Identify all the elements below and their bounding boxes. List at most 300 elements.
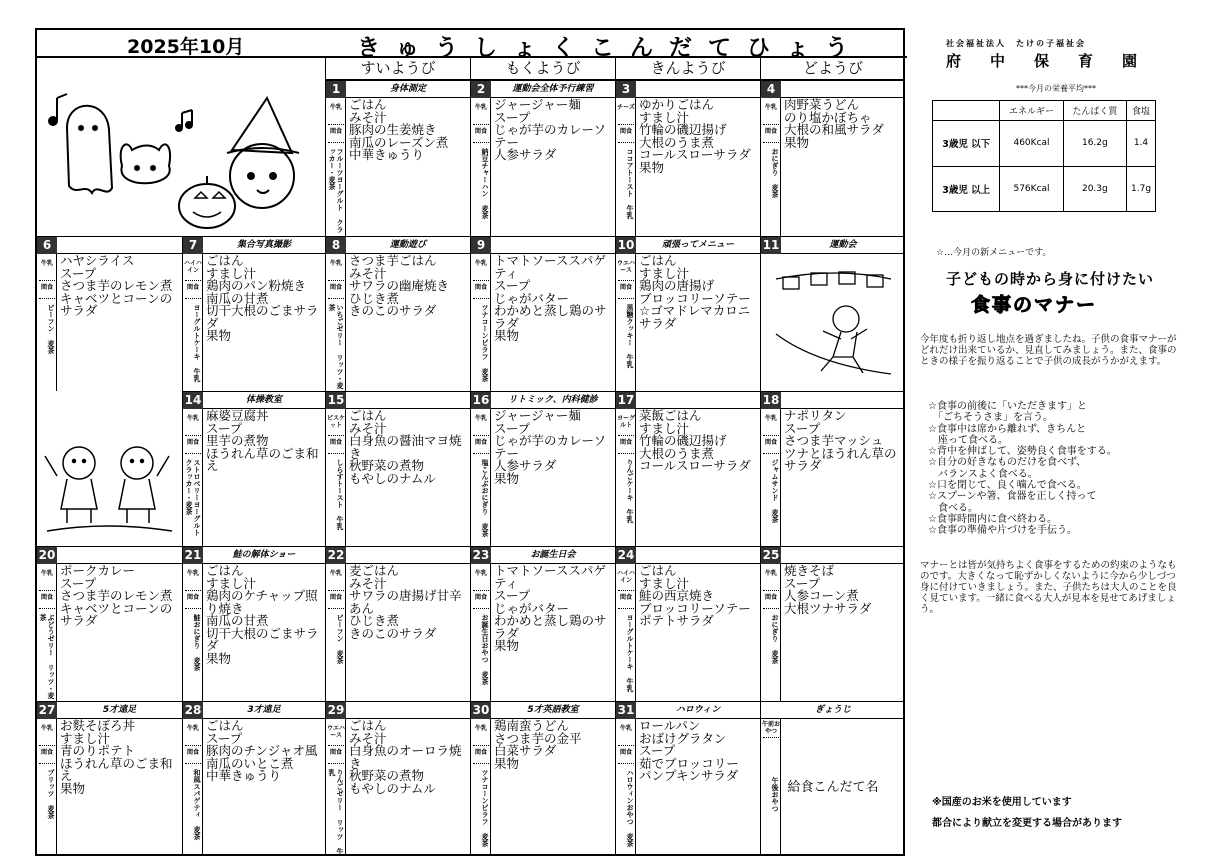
menu-item: 白菜サラダ [494, 743, 557, 758]
afternoon-snack: 塩こんぶおにぎり 麦茶 [481, 459, 489, 537]
menu-list [784, 99, 903, 149]
day-number: 29 [327, 703, 345, 717]
afternoon-snack: ビーフン 麦茶 [336, 614, 344, 664]
day-cell [615, 236, 760, 391]
day-number: 23 [472, 548, 490, 562]
snack-label: 間食 [764, 128, 777, 135]
menu-list [60, 720, 180, 795]
menu-name-caption: 給食こんだて名 [787, 780, 879, 795]
menu-list [206, 720, 323, 783]
menu-item: さつま芋のレモン煮 [60, 588, 173, 603]
weekday-sat: どようび [760, 58, 905, 80]
menu-item: ジャージャー麺 [494, 408, 581, 423]
rule-line: ☆自分の好きなものだけを食べず、 [928, 457, 1087, 469]
menu-item: きのこのサラダ [349, 303, 437, 318]
menu-list [784, 565, 903, 615]
afternoon-snack: フルーツヨーグルト クラッカー・麦茶 [328, 148, 344, 233]
nutrition-head: エネルギー [1000, 101, 1063, 121]
weekday-fri: きんようび [615, 58, 760, 80]
morning-snack-label: 牛乳 [40, 725, 53, 732]
morning-snack-label: 牛乳 [40, 260, 53, 267]
menu-item: 秋野菜の煮物 [349, 458, 425, 473]
day-number: 14 [184, 393, 202, 407]
afternoon-snack: お誕生日おやつ 麦茶 [481, 614, 489, 685]
menu-item: コールスローサラダ [639, 147, 751, 162]
day-cell [325, 236, 470, 391]
day-number: 22 [327, 548, 345, 562]
snack-column [183, 409, 203, 546]
menu-item: スープ [639, 743, 676, 758]
day-number: 27 [38, 703, 56, 717]
afternoon-snack: 納豆チャーハン 麦茶 [481, 148, 489, 219]
menu-item: ほうれん草のごま和え [60, 755, 173, 783]
menu-list [639, 99, 758, 174]
snack-label: 間食 [619, 284, 632, 291]
menu-item: 南瓜のレーズン煮 [349, 134, 449, 150]
menu-item: みそ汁 [349, 420, 387, 436]
event-label [781, 392, 905, 409]
menu-item: 果物 [206, 328, 232, 343]
event-label: 鮭の解体ショー [203, 547, 325, 564]
menu-item: 切干大根のごまサラダ [206, 303, 319, 331]
menu-item: 鶏肉の唐揚げ [639, 278, 715, 293]
menu-list [494, 255, 613, 343]
afternoon-snack: しらすトースト 牛乳 [336, 459, 344, 530]
menu-item: パンプキンサラダ [639, 768, 739, 783]
menu-item: 大根の和風サラダ [784, 122, 884, 137]
menu-item: ひじき煮 [349, 613, 400, 628]
afternoon-snack: プリッツ 麦茶 [47, 769, 55, 819]
snack-column [326, 98, 346, 236]
afternoon-snack: ヨーグルトケーキ 牛乳 [626, 614, 634, 692]
menu-item: 鶏肉のケチャップ照り焼き [206, 588, 318, 616]
menu-item: 南瓜の甘煮 [206, 613, 269, 628]
day-number: 1 [326, 81, 346, 98]
day-number: 10 [617, 238, 635, 252]
menu-item: すまし汁 [639, 109, 690, 125]
day-number: 20 [38, 548, 56, 562]
menu-item: さつま芋のレモン煮 [60, 278, 173, 293]
menu-item: ごはん [639, 563, 677, 578]
afternoon-snack: りんごケーキ 牛乳 [626, 459, 634, 523]
menu-item: 秋野菜の煮物 [349, 768, 425, 783]
menu-item: 茹でブロッコリー [639, 755, 739, 771]
menu-item: すまし汁 [206, 265, 257, 281]
menu-item: 果物 [60, 780, 86, 796]
snack-column [761, 409, 781, 546]
menu-item: すまし汁 [639, 575, 690, 591]
manner-title: 食事のマナー [971, 294, 1098, 316]
manner-subtitle: 子どもの時から身に付けたい [946, 270, 1155, 288]
afternoon-snack: ツナコーンピラフ 麦茶 [481, 304, 489, 382]
menu-item: サワラの幽庵焼き [349, 278, 450, 293]
menu-item: ブロッコリーソテー [639, 290, 751, 306]
day-number: 17 [617, 393, 635, 407]
month-title: 2025年10月 [127, 36, 245, 58]
menu-item: スープ [494, 109, 531, 125]
snack-label: 間食 [329, 439, 342, 446]
day-cell [470, 236, 615, 391]
afternoon-snack: 鮭おにぎり 麦茶 [193, 614, 201, 671]
snack-column [616, 254, 636, 391]
day-number: 6 [37, 237, 57, 254]
menu-item: 切干大根のごまサラダ [206, 625, 319, 653]
snack-label: 間食 [329, 128, 342, 135]
menu-item: ☆ゴマドレマカロニサラダ [639, 303, 751, 331]
day-number: 2 [471, 81, 491, 98]
snack-column [183, 719, 203, 856]
afternoon-snack: ビーフン 麦茶 [47, 304, 55, 354]
snack-column [471, 254, 491, 391]
snack-column [326, 719, 346, 856]
day-cell [760, 391, 905, 546]
organization-name: 社会福祉法人 たけの子福祉会 [946, 39, 1086, 48]
menu-item: 大根ツナサラダ [784, 600, 872, 616]
menu-list [206, 410, 323, 473]
menu-item: 豚肉のチンジャオ風 [206, 743, 318, 758]
menu-item: スープ [206, 730, 243, 746]
snack-column [616, 98, 636, 236]
menu-item: 鶏南蛮うどん [494, 718, 570, 733]
menu-item: 果物 [639, 159, 665, 175]
event-label: ハロウィン [636, 702, 760, 719]
snack-label: 間食 [619, 439, 632, 446]
menu-list [60, 255, 180, 318]
menu-item: スープ [206, 420, 243, 436]
rice-note: ※国産のお米を使用しています [932, 797, 1072, 808]
menu-item: 肉野菜うどん [784, 97, 860, 112]
menu-item: じゃがバター [494, 290, 570, 306]
snack-label: 間食 [474, 439, 487, 446]
day-number: 9 [471, 237, 491, 254]
day-number: 8 [326, 237, 346, 254]
afternoon-snack: 和風スパゲティ 麦茶 [193, 769, 201, 840]
event-label: 3才遠足 [203, 702, 325, 719]
menu-item: ロールパン [639, 718, 701, 733]
menu-item: 果物 [784, 134, 810, 150]
snack-column [326, 254, 346, 391]
event-label [636, 547, 760, 564]
day-cell [615, 391, 760, 546]
afternoon-snack: ジャムサンド 麦茶 [771, 459, 779, 523]
menu-item: みそ汁 [349, 109, 387, 125]
noon-snack-label: 午前おやつ [761, 721, 780, 735]
menu-item: じゃがバター [494, 600, 570, 616]
nutrition-cell: 460Kcal [1000, 121, 1063, 167]
menu-item: 焼きそば [784, 563, 835, 578]
menu-list [784, 410, 903, 473]
day-cell [760, 236, 905, 391]
snack-label: 間食 [474, 749, 487, 756]
menu-item: 人参サラダ [494, 147, 557, 162]
day-number: 18 [762, 393, 780, 407]
menu-item: トマトソーススパゲティ [494, 253, 606, 281]
menu-item: 中華きゅうり [206, 768, 282, 783]
snack-label: 間食 [619, 128, 632, 135]
menu-item: きのこのサラダ [349, 625, 437, 641]
snack-label: 間食 [619, 749, 632, 756]
rule-line: 「ごちそうさま」を言う。 [928, 412, 1053, 424]
menu-list [349, 99, 468, 162]
menu-list [349, 565, 468, 640]
snack-column [37, 719, 57, 856]
snack-column [183, 254, 203, 391]
morning-snack-label: ヨーグルト [616, 415, 635, 429]
day-cell [325, 546, 470, 701]
day-number: 30 [472, 703, 490, 717]
snack-label: 間食 [474, 284, 487, 291]
menu-item: 南瓜の甘煮 [206, 290, 269, 306]
nutrition-average-title: ***今月の栄養平均*** [1016, 84, 1096, 93]
manner-rules [928, 401, 1178, 537]
menu-item: ポークカレー [60, 563, 136, 578]
menu-list [494, 720, 613, 770]
menu-item: スープ [60, 575, 97, 591]
snack-column [471, 409, 491, 546]
info-panel [906, 28, 1206, 856]
snack-column [37, 564, 57, 701]
event-label: 5才遠足 [57, 702, 182, 719]
day-number: 4 [761, 81, 781, 98]
day-cell [325, 701, 470, 856]
snack-label: 間食 [186, 284, 199, 291]
snack-label: 間食 [186, 594, 199, 601]
menu-list [639, 565, 758, 628]
menu-item: のり塩かぼちゃ [784, 109, 872, 125]
menu-item: さつま芋マッシュ [784, 433, 884, 448]
morning-snack-label: ハイハイン [617, 570, 635, 584]
new-menu-note: ☆…今月の新メニューです。 [936, 248, 1052, 258]
menu-item: すまし汁 [60, 730, 111, 746]
day-cell [37, 236, 182, 391]
weekday-wed: すいようび [325, 58, 470, 80]
menu-item: ごはん [639, 253, 677, 268]
day-cell [615, 701, 760, 856]
menu-item: 麦ごはん [349, 563, 400, 578]
morning-snack-label: 牛乳 [186, 570, 199, 577]
weekday-thu: もくようび [470, 58, 615, 80]
snack-column [761, 564, 781, 701]
nutrition-head: 食塩 [1127, 101, 1156, 121]
menu-list [494, 410, 613, 485]
morning-snack-label: 牛乳 [474, 104, 487, 111]
day-cell [37, 546, 182, 701]
menu-list [639, 720, 758, 783]
morning-snack-label: 牛乳 [40, 570, 53, 577]
snack-label: 間食 [764, 439, 777, 446]
menu-item: キャベツとコーンのサラダ [60, 600, 173, 628]
event-label: リトミック、内科健診 [491, 392, 615, 409]
rule-line: 座って食べる。 [928, 434, 1008, 446]
morning-snack-label: 牛乳 [329, 260, 342, 267]
snack-column [183, 564, 203, 701]
event-label [57, 237, 182, 254]
menu-item: 大根のうま煮 [639, 445, 715, 461]
menu-item: ごはん [349, 718, 387, 733]
rule-line: 食べる。 [928, 502, 978, 514]
day-number: 25 [762, 548, 780, 562]
snack-label: 間食 [329, 749, 342, 756]
kids-illustration [37, 391, 182, 546]
morning-snack-label: 牛乳 [764, 570, 777, 577]
day-cell [470, 546, 615, 701]
morning-snack-label: ウエハース [326, 725, 345, 739]
snack-column [326, 564, 346, 701]
menu-item: ブロッコリーソテー [639, 600, 751, 616]
day-cell [760, 546, 905, 701]
day-cell [325, 80, 470, 236]
menu-list [639, 255, 758, 330]
menu-item: おばけグラタン [639, 730, 727, 746]
day-cell [182, 701, 325, 856]
menu-item: ごはん [206, 563, 244, 578]
day-number: 21 [184, 548, 202, 562]
afternoon-snack: おにぎり 麦茶 [771, 148, 779, 198]
menu-item: すまし汁 [639, 265, 690, 281]
morning-snack-label: 牛乳 [764, 104, 777, 111]
morning-snack-label: 牛乳 [186, 415, 199, 422]
rule-line: ☆スプーンや箸、食器を正しく持って [928, 491, 1097, 503]
event-label: 身体測定 [346, 81, 470, 98]
day-cell [615, 546, 760, 701]
calendar-title: きゅうしょくこんだてひょう [357, 35, 864, 61]
snack-label: 間食 [764, 594, 777, 601]
menu-item: 果物 [494, 328, 520, 343]
snack-label: 間食 [329, 594, 342, 601]
menu-item: 菜飯ごはん [639, 408, 702, 423]
day-cell [760, 80, 905, 236]
event-label [346, 392, 470, 409]
day-cell [615, 80, 760, 236]
afternoon-snack: おにぎり 麦茶 [771, 614, 779, 664]
menu-item: 人参サラダ [494, 458, 557, 473]
afternoon-snack: ヨーグルトケーキ 牛乳 [193, 304, 201, 382]
menu-list [349, 720, 468, 795]
menu-item: ひじき煮 [349, 290, 400, 306]
nutrition-cell: 1.4 [1127, 121, 1156, 167]
rule-line: ☆食事中は席から離れず、きちんと [928, 423, 1087, 435]
snack-label: 間食 [40, 749, 53, 756]
menu-item: ごはん [206, 253, 244, 268]
day-number: 28 [184, 703, 202, 717]
menu-item: 竹輪の磯辺揚げ [639, 433, 727, 448]
afternoon-snack: ハロウィンおやつ 麦茶 [626, 769, 634, 847]
morning-snack-label: 牛乳 [474, 570, 487, 577]
menu-item: スープ [494, 588, 531, 603]
intro-paragraph: 今年度も折り返し地点を過ぎましたね。子供の食事マナーがどれだけ出来ているか、見直してみましょう。また、食事のときの様子を振り返ることで子供の成長がうかがえます。 [920, 334, 1177, 367]
snack-label: 間食 [40, 284, 53, 291]
event-label: 体操教室 [203, 392, 325, 409]
menu-item: じゃが芋のカレーソテー [494, 433, 607, 461]
menu-item: ポテトサラダ [639, 613, 714, 628]
day-cell [182, 236, 325, 391]
day-number: 3 [616, 81, 636, 98]
day-cell [470, 391, 615, 546]
event-label [346, 547, 470, 564]
menu-item: 中華きゅうり [349, 147, 425, 162]
halloween-illustration [37, 58, 325, 236]
menu-item: ツナとほうれん草のサラダ [784, 445, 897, 473]
menu-item: 白身魚のオーロラ焼き [349, 743, 462, 771]
menu-list [639, 410, 758, 473]
event-label: お誕生日会 [491, 547, 615, 564]
menu-item: みそ汁 [349, 730, 387, 746]
morning-snack-label: ウエハース [616, 260, 635, 274]
nutrition-cell: 16.2g [1063, 121, 1126, 167]
snack-label: 間食 [186, 439, 199, 446]
afternoon-snack: りんごゼリー リッツ 牛乳 [328, 769, 344, 855]
menu-list [206, 565, 323, 665]
menu-item: すまし汁 [206, 575, 257, 591]
menu-item: ごはん [206, 718, 244, 733]
event-label [781, 547, 905, 564]
day-number: 7 [183, 237, 203, 254]
morning-snack-label: 牛乳 [474, 725, 487, 732]
menu-item: わかめと蒸し鶏のサラダ [494, 613, 607, 641]
menu-item: もやしのナムル [349, 780, 436, 796]
rule-line: ☆背中を伸ばして、姿勢良く食事をする。 [928, 446, 1117, 458]
sports-day-illustration [771, 259, 896, 389]
menu-item: みそ汁 [349, 265, 387, 281]
menu-list [349, 255, 468, 318]
event-label [781, 81, 905, 98]
menu-item: 鮭の西京焼き [639, 588, 715, 603]
afternoon-snack: いちごゼリー リッツ・麦茶 [328, 304, 344, 389]
menu-item: わかめと蒸し鶏のサラダ [494, 303, 607, 331]
morning-snack-label: チーズ [617, 104, 635, 111]
nutrition-row-label: 3歳児 以上 [933, 166, 1000, 212]
menu-item: 果物 [494, 755, 520, 771]
menu-item: 鶏肉のパン粉焼き [206, 278, 307, 293]
menu-list [60, 565, 180, 628]
morning-snack-label: 牛乳 [619, 725, 632, 732]
rule-line: ☆食事の準備や片づけを手伝う。 [928, 525, 1077, 537]
rule-line: ☆口を閉じて、良く噛んで食べる。 [928, 480, 1087, 492]
morning-snack-label: 牛乳 [474, 260, 487, 267]
afternoon-snack-label: 午後おやつ [771, 777, 779, 812]
nutrition-row-label: 3歳児 以下 [933, 121, 1000, 167]
day-number: 16 [472, 393, 490, 407]
day-cell [325, 391, 470, 546]
day-cell [470, 701, 615, 856]
event-label [57, 547, 182, 564]
snack-label: 間食 [474, 594, 487, 601]
menu-list [349, 410, 468, 485]
day-cell [182, 546, 325, 701]
nutrition-head: たんぱく質 [1063, 101, 1126, 121]
menu-item: スープ [60, 265, 97, 281]
menu-item: ナポリタン [784, 408, 847, 423]
afternoon-snack: ぶどうゼリー リッツ・麦茶 [39, 614, 55, 699]
event-label: 5才英語教室 [491, 702, 615, 719]
nutrition-cell: 576Kcal [1000, 166, 1063, 212]
menu-item: スープ [784, 575, 821, 591]
morning-snack-label: 牛乳 [329, 104, 342, 111]
day-number: 15 [327, 393, 345, 407]
menu-item: 豚肉の生姜焼き [349, 122, 437, 137]
day-cell [760, 701, 905, 856]
day-cell [37, 701, 182, 856]
nursery-name: 府中保育園 [946, 52, 1167, 70]
rule-line: ☆食事時間内に食べ終わる。 [928, 513, 1057, 525]
menu-item: さつま芋ごはん [349, 253, 437, 268]
menu-item: 果物 [494, 470, 520, 486]
morning-snack-label: ハイハイン [184, 260, 202, 274]
snack-column [471, 719, 491, 856]
snack-label: 間食 [329, 284, 342, 291]
day-number: 11 [762, 238, 780, 252]
afternoon-snack: ココアトースト 牛乳 [626, 148, 634, 219]
